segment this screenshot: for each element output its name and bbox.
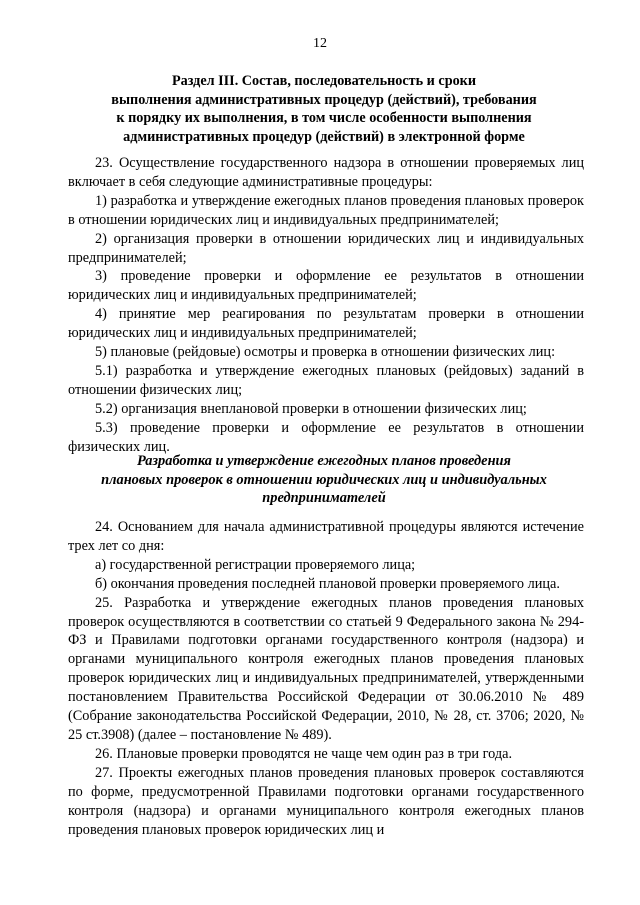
- paragraph-25: 25. Разработка и утверждение ежегодных планов проведения плановых проверок осуществляются в соответствии со статьей 9 Федерального закона № 294-ФЗ и Правилами подготовки органами государственного контроля (надзора) и органами муниципального контроля ежегодных планов проведения плановых проверок юридических лиц и индивидуальных предпринимателей, утвержденными постановлением Правительства Российской Федерации от 30.06.2010 № 489 (Собрание законодательства Российской Федерации, 2010, № 28, ст. 3706; 2020, № 25 ст.3908) (далее – постановление № 489).: [68, 594, 584, 743]
- paragraph-24: 24. Основанием для начала административной процедуры являются истечение трех лет со дня:: [68, 519, 584, 554]
- procedure-item-3: 3) проведение проверки и оформление ее результатов в отношении юридических лиц и индивидуальных предпринимателей;: [68, 268, 584, 304]
- section-heading-line: Раздел III. Состав, последовательность и сроки: [171, 73, 477, 89]
- procedure-item-5-3: 5.3) проведение проверки и оформление ее результатов в отношении физических лиц.: [68, 419, 584, 455]
- procedure-item-4: 4) принятие мер реагирования по результатам проверки в отношении юридических лиц и индивидуальных предпринимателей;: [68, 306, 584, 342]
- paragraph-27: 27. Проекты ежегодных планов проведения плановых проверок составляются по форме, предусмотренной Правилами подготовки органами государственного контроля (надзора) и органами муниципального контроля ежегодных планов проведения плановых проверок юридических лиц и: [68, 764, 584, 838]
- procedure-item-1: 1) разработка и утверждение ежегодных планов проведения плановых проверок в отношении юридических лиц и индивидуальных предпринимателей;: [68, 192, 584, 228]
- subsection-heading: [64, 452, 584, 508]
- planning-procedure-block: [68, 518, 584, 839]
- page-number: 12: [313, 36, 327, 51]
- paragraph-26: 26. Плановые проверки проводятся не чаще чем один раз в три года.: [95, 745, 513, 762]
- procedure-item-5-2: 5.2) организация внеплановой проверки в отношении физических лиц;: [95, 400, 527, 417]
- section-heading-line: к порядку их выполнения, в том числе особенности выполнения: [116, 110, 532, 126]
- section-heading: [64, 72, 584, 146]
- subsection-heading-line: предпринимателей: [262, 490, 386, 506]
- paragraph-24-b: б) окончания проведения последней плановой проверки проверяемого лица.: [95, 575, 560, 592]
- section-heading-line: административных процедур (действий) в электронной форме: [123, 128, 525, 145]
- procedure-item-5: 5) плановые (рейдовые) осмотры и проверка в отношении физических лиц:: [95, 344, 556, 361]
- subsection-heading-line: Разработка и утверждение ежегодных планов проведения: [137, 453, 511, 469]
- subsection-heading-line: плановых проверок в отношении юридических лиц и индивидуальных: [101, 471, 547, 488]
- procedure-item-2: 2) организация проверки в отношении юридических лиц и индивидуальных предпринимателей;: [68, 230, 584, 266]
- procedure-item-5-1: 5.1) разработка и утверждение ежегодных плановых (рейдовых) заданий в отношении физических лиц;: [68, 362, 584, 398]
- paragraph-24-a: а) государственной регистрации проверяемого лица;: [95, 556, 416, 573]
- procedures-list-block: [68, 154, 584, 457]
- paragraph-23: 23. Осуществление государственного надзора в отношении проверяемых лиц включает в себя следующие административные процедуры:: [68, 155, 584, 190]
- section-heading-line: выполнения административных процедур (действий), требования: [111, 91, 537, 108]
